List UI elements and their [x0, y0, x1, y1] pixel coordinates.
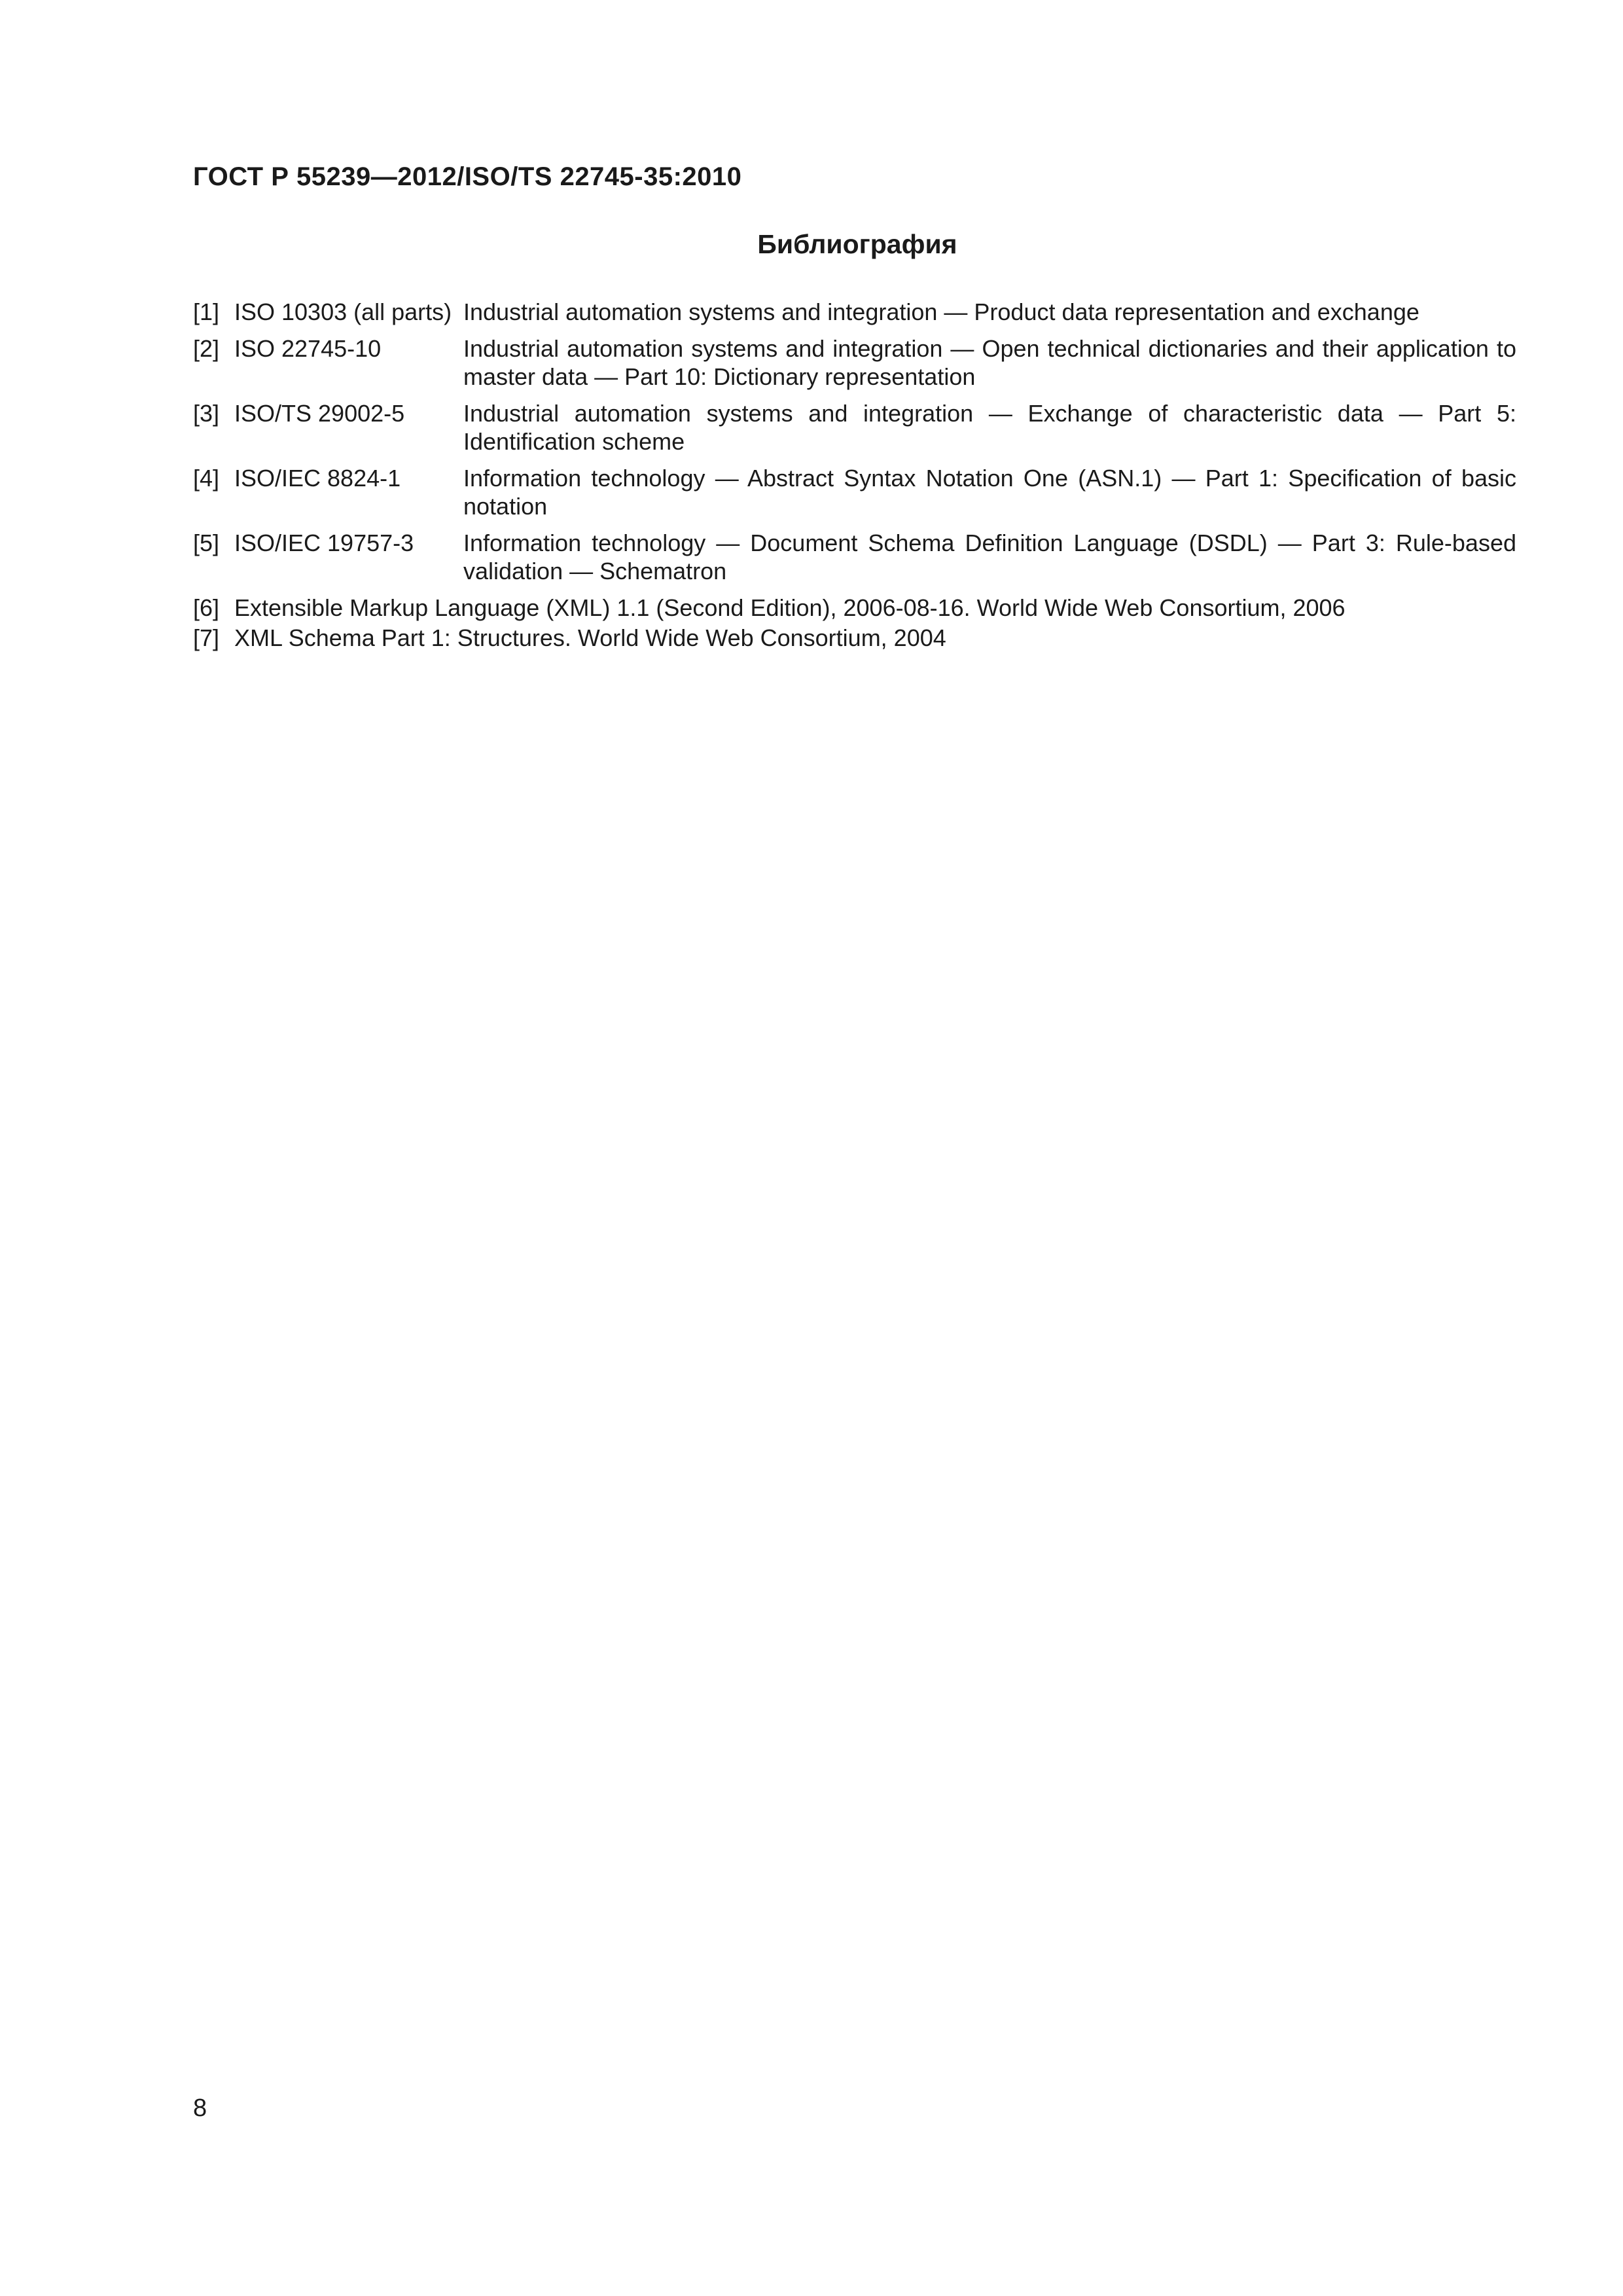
reference-item: [193, 464, 1516, 520]
reference-title: Extensible Markup Language (XML) 1.1 (Second Edition), 2006-08-16. World Wide Web Consortium, 2006: [234, 594, 1346, 621]
bibliography-list: [193, 298, 1516, 654]
reference-number: [3]: [193, 400, 220, 427]
reference-code: ISO 10303 (all parts): [234, 298, 452, 325]
document-header: ГОСТ Р 55239—2012/ISO/TS 22745-35:2010: [193, 162, 742, 191]
reference-number: [7]: [193, 624, 220, 651]
reference-item: [193, 594, 1516, 622]
page-number: 8: [193, 2094, 207, 2122]
reference-code: ISO/TS 29002-5: [234, 400, 405, 427]
reference-title: Industrial automation systems and integration — Product data representation and exchange: [463, 298, 1419, 325]
reference-title: Industrial automation systems and integration — Exchange of characteristic data — Part 5: Identification scheme: [463, 400, 1516, 455]
reference-code: ISO/IEC 8824-1: [234, 465, 401, 492]
reference-number: [1]: [193, 298, 220, 325]
reference-title: Information technology — Document Schema Definition Language (DSDL) — Part 3: Rule-based validation — Schematron: [463, 529, 1516, 584]
reference-item: [193, 399, 1516, 456]
reference-number: [5]: [193, 529, 220, 556]
section-title: Библиография: [757, 229, 957, 259]
reference-title: Industrial automation systems and integration — Open technical dictionaries and their application to master data — Part 10: Dictionary representation: [463, 335, 1516, 390]
reference-item: [193, 334, 1516, 391]
reference-item: [193, 529, 1516, 585]
reference-code: ISO/IEC 19757-3: [234, 529, 414, 556]
reference-item: [193, 624, 1516, 652]
reference-number: [6]: [193, 594, 220, 621]
reference-title: XML Schema Part 1: Structures. World Wide Web Consortium, 2004: [234, 624, 946, 651]
reference-item: [193, 298, 1516, 326]
reference-number: [2]: [193, 335, 220, 362]
reference-code: ISO 22745-10: [234, 335, 382, 362]
reference-title: Information technology — Abstract Syntax Notation One (ASN.1) — Part 1: Specification of basic notation: [463, 465, 1516, 520]
reference-number: [4]: [193, 465, 220, 492]
